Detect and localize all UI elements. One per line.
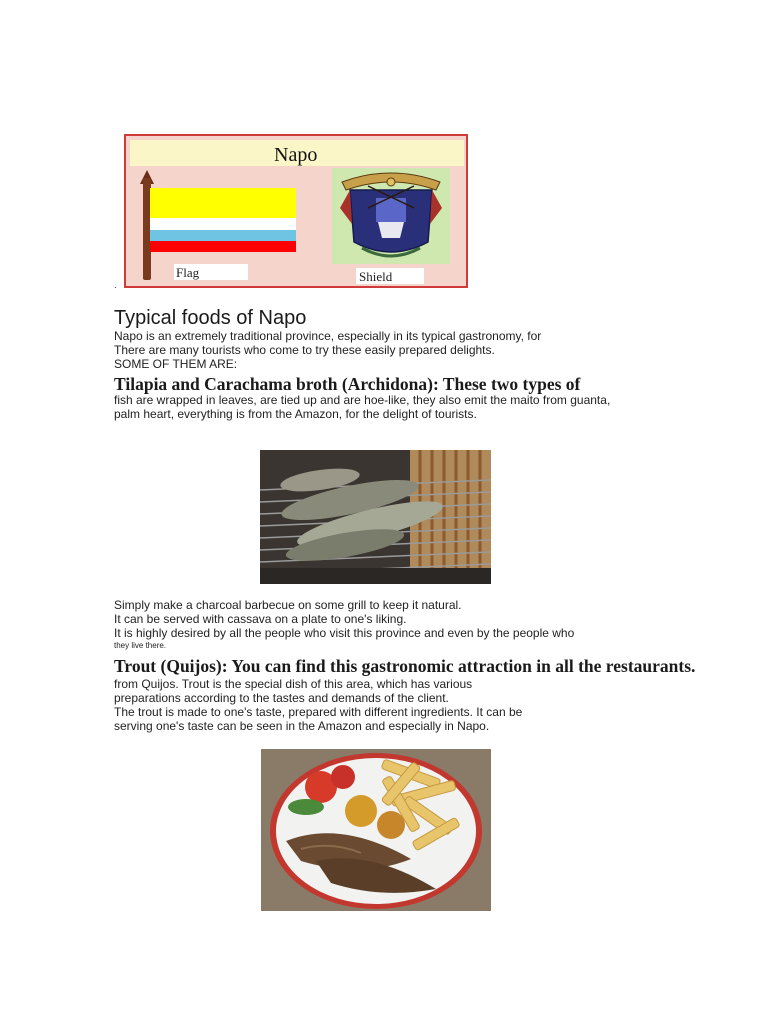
intro-line-1: Napo is an extremely traditional province, especially in its typical gastronomy, for [114,329,542,343]
flag-stripe-blue [150,230,296,241]
stray-dot: . [114,280,117,291]
tilapia-after-line-3: It is highly desired by all the people who visit this province and even by the people who [114,626,575,640]
tilapia-small-line: they live there. [114,641,167,650]
shield-label: Shield [359,269,393,284]
napo-flag [150,188,296,252]
tilapia-line-1: fish are wrapped in leaves, are tied up and are hoe-like, they also emit the maito from guanta, [114,393,611,407]
page-title: Typical foods of Napo [114,307,307,329]
trout-line-3: The trout is made to one's taste, prepared with different ingredients. It can be [114,705,523,719]
trout-line-2: preparations according to the tastes and demands of the client. [114,691,449,705]
grilled-tilapia-photo [260,450,491,584]
trout-line-1: from Quijos. Trout is the special dish of this area, which has various [114,677,473,691]
tilapia-line-2: palm heart, everything is from the Amazon, for the delight of tourists. [114,407,477,421]
intro-line-3: SOME OF THEM ARE: [114,357,238,371]
intro-line-2: There are many tourists who come to try these easily prepared delights. [114,343,495,357]
flag-stripe-yellow [150,188,296,218]
flag-stripe-red [150,241,296,252]
napo-banner [124,134,468,288]
tilapia-heading: Tilapia and Carachama broth (Archidona): These two types of [114,374,581,394]
tilapia-after-line-1: Simply make a charcoal barbecue on some grill to keep it natural. [114,598,462,612]
trout-plate-photo [261,749,491,911]
napo-shield-emblem [332,168,450,264]
tilapia-after-line-2: It can be served with cassava on a plate to one's liking. [114,612,407,626]
flag-label: Flag [176,265,200,280]
flag-stripe-white [150,218,296,230]
trout-line-4: serving one's taste can be seen in the Amazon and especially in Napo. [114,719,490,733]
banner-title: Napo [274,144,318,166]
trout-heading: Trout (Quijos): You can find this gastronomic attraction in all the restaurants. [114,656,696,676]
